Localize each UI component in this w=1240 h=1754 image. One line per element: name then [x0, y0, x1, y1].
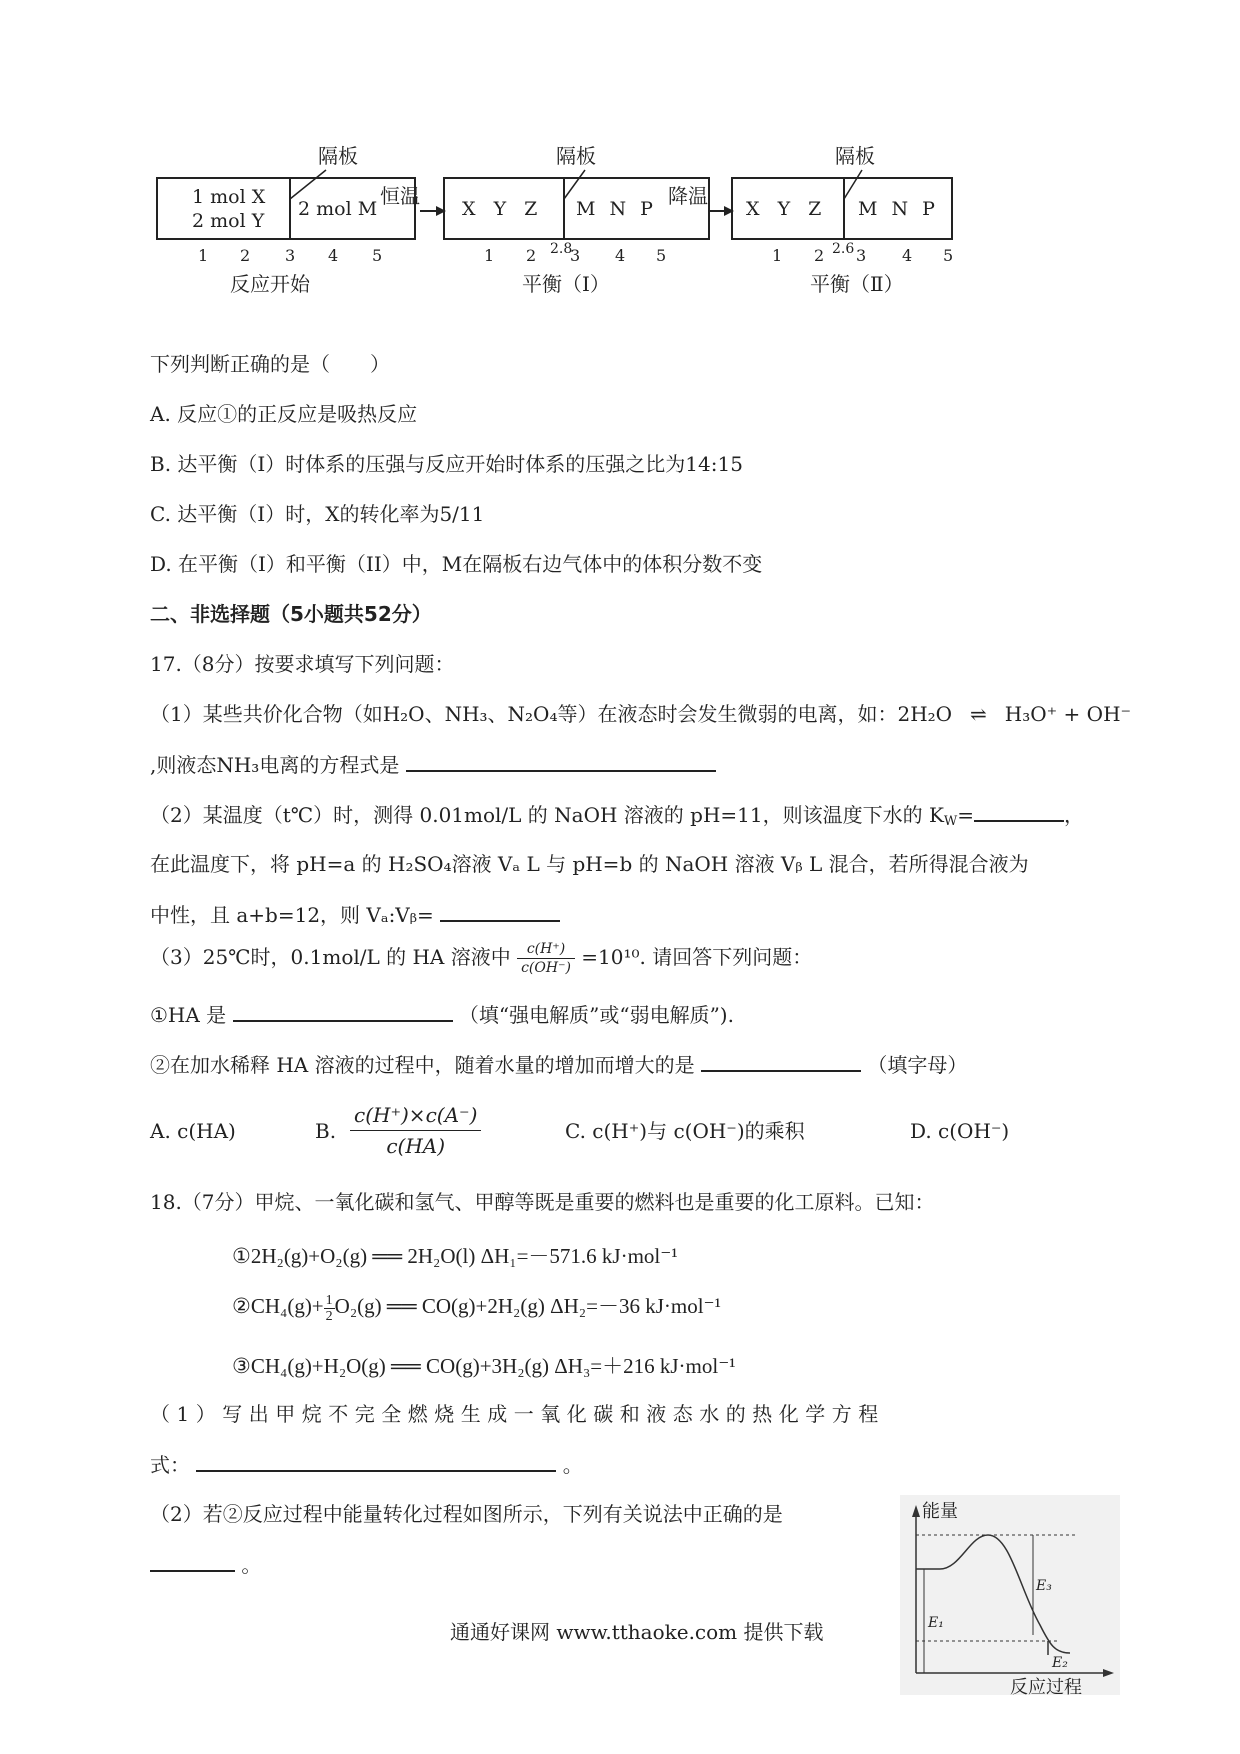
start-right: 2 mol M	[298, 198, 378, 220]
tick-1: 1	[484, 246, 495, 265]
eq2-right: M N P	[858, 198, 939, 220]
q17-part1-text: （1）某些共价化合物（如H₂O、NH₃、N₂O₄等）在液态时会发生微弱的电离，如：2H₂O	[150, 702, 953, 726]
q17-part3-ii-text: ②在加水稀释 HA 溶液的过程中，随着水量的增加而增大的是	[150, 1053, 695, 1077]
q18-part1-line1: （1）写出甲烷不完全燃烧生成一氧化碳和液态水的热化学方程	[150, 1402, 885, 1426]
tick-3: 3	[570, 246, 581, 265]
half-fraction	[324, 1293, 335, 1324]
tick-4: 4	[902, 246, 913, 265]
equation-1: ①2H₂(g)+O₂(g) ══ 2H₂O(l) ΔH₁=－571.6 kJ·mol⁻¹	[232, 1244, 678, 1268]
start-left-line1: 1 mol X	[192, 186, 266, 208]
equilibrium-arrow-icon: ⇌	[970, 702, 987, 726]
equation-3: ③CH₄(g)+H₂O(g) ══ CO(g)+3H₂(g) ΔH₃=＋216 kJ·mol⁻¹	[232, 1354, 736, 1378]
q16-option-b: B. 达平衡（I）时体系的压强与反应开始时体系的压强之比为14:15	[150, 452, 743, 476]
start-left-line2: 2 mol Y	[192, 210, 265, 232]
e2-label: E₂	[1052, 1655, 1068, 1671]
marker-2-6: 2.6	[832, 241, 855, 257]
q17-part1-question: ,则液态NH₃电离的方程式是	[150, 753, 400, 777]
tick-1: 1	[198, 246, 209, 265]
equation-2-start: ②CH₄(g)+	[232, 1294, 324, 1318]
state-equilibrium-2	[732, 144, 953, 296]
answer-blank[interactable]	[233, 1000, 453, 1022]
state-caption: 平衡（Ⅰ）	[522, 272, 610, 296]
answer-blank[interactable]	[150, 1550, 235, 1572]
q17-part3-text: （3）25℃时，0.1mol/L 的 HA 溶液中	[150, 945, 511, 969]
eq1-left: X Y Z	[462, 198, 544, 220]
q17-title: 17.（8分）按要求填写下列问题：	[150, 652, 455, 676]
equation-2	[232, 1290, 721, 1324]
q17-part2-text: （2）某温度（t℃）时，测得 0.01mol/L 的 NaOH 溶液的 pH=11，则该温度下水的 K	[150, 803, 944, 827]
q17-part2-question: 中性，且 a+b=12，则 Vₐ:Vᵦ=	[150, 903, 434, 927]
footer: 通通好课网 www.tthaoke.com 提供下载	[450, 1620, 824, 1644]
answer-blank[interactable]	[974, 800, 1064, 822]
tick-2: 2	[526, 246, 537, 265]
q18-part2-line1: （2）若②反应过程中能量转化过程如图所示，下列有关说法中正确的是	[150, 1502, 783, 1526]
state-start	[157, 144, 415, 296]
q17-part2-line2: 在此温度下，将 pH=a 的 H₂SO₄溶液 Vₐ L 与 pH=b 的 NaOH 溶液 Vᵦ L 混合，若所得混合液为	[150, 852, 1029, 876]
q17-part3-text-end: =10¹⁰. 请回答下列问题：	[581, 945, 813, 969]
tick-1: 1	[772, 246, 783, 265]
q18-part1-label: 式：	[150, 1453, 190, 1477]
q18-part2-line2	[150, 1550, 261, 1579]
answer-blank[interactable]	[196, 1450, 556, 1472]
q17-part3-line1	[150, 940, 812, 977]
arrow-label: 降温	[668, 184, 708, 208]
fraction-numerator: 1	[325, 1292, 333, 1308]
tick-2: 2	[814, 246, 825, 265]
q16-option-a: A. 反应①的正反应是吸热反应	[150, 402, 418, 426]
marker-2-8: 2.8	[550, 241, 573, 257]
tick-5: 5	[943, 246, 954, 265]
answer-blank[interactable]	[701, 1050, 861, 1072]
kw-subscript: W	[943, 814, 958, 829]
q17-part3-ii	[150, 1050, 967, 1079]
ratio-fraction	[517, 940, 575, 977]
y-axis-label: 能量	[922, 1501, 958, 1522]
q17-part1-line1	[150, 700, 1131, 728]
tick-2: 2	[240, 246, 251, 265]
q17-part2-line1	[150, 800, 1084, 836]
tick-3: 3	[856, 246, 867, 265]
q17-option-a: A. c(HA)	[150, 1119, 236, 1143]
e1-label: E₁	[928, 1615, 944, 1631]
q17-part2-line3	[150, 900, 560, 929]
q18-part1-line2	[150, 1450, 583, 1479]
arrow-label: 恒温	[380, 184, 420, 208]
tick-4: 4	[328, 246, 339, 265]
e3-label: E₃	[1036, 1578, 1052, 1594]
q18-title: 18.（7分）甲烷、一氧化碳和氢气、甲醇等既是重要的燃料也是重要的化工原料。已知：	[150, 1190, 935, 1214]
eq1-right: M N P	[576, 198, 657, 220]
fraction-denominator: c(HA)	[386, 1134, 446, 1158]
section-heading: 二、非选择题（5小题共52分）	[150, 602, 432, 626]
answer-blank[interactable]	[440, 900, 560, 922]
arrow-cooling	[668, 184, 734, 216]
partition-label: 隔板	[835, 144, 875, 168]
tick-5: 5	[656, 246, 667, 265]
q16-option-c: C. 达平衡（I）时，X的转化率为5/11	[150, 502, 485, 526]
q17-option-d: D. c(OH⁻)	[910, 1119, 1010, 1143]
fraction-denominator: 2	[325, 1308, 333, 1324]
partition-label: 隔板	[556, 144, 596, 168]
partition-label: 隔板	[318, 144, 358, 168]
state-caption: 平衡（Ⅱ）	[810, 272, 904, 296]
reaction-diagram	[150, 135, 1080, 335]
comma: ，	[1064, 803, 1085, 827]
state-equilibrium-1	[444, 144, 709, 296]
tick-3: 3	[285, 246, 296, 265]
q17-option-c: C. c(H⁺)与 c(OH⁻)的乘积	[565, 1119, 805, 1143]
q17-part3-i	[150, 1000, 734, 1029]
x-axis-label: 反应过程	[1010, 1677, 1082, 1695]
energy-diagram	[900, 1495, 1120, 1695]
q17-option-b	[350, 1100, 481, 1161]
tick-5: 5	[372, 246, 383, 265]
eq2-left: X Y Z	[746, 198, 828, 220]
fraction-denominator: c(OH⁻)	[521, 960, 571, 976]
fraction-numerator: c(H⁺)	[517, 940, 575, 959]
q17-part1-ions: H₃O⁺ + OH⁻	[1004, 702, 1132, 726]
arrow-isothermal	[380, 184, 446, 216]
state-caption: 反应开始	[230, 272, 310, 296]
period: 。	[562, 1453, 583, 1477]
q16-stem: 下列判断正确的是（ ）	[150, 352, 390, 376]
equals-sign: =	[957, 803, 975, 827]
period: 。	[241, 1553, 262, 1577]
tick-4: 4	[615, 246, 626, 265]
option-b-fraction	[350, 1100, 481, 1161]
q17-part3-ii-hint: （填字母）	[867, 1053, 968, 1077]
q17-part3-i-hint: （填“强电解质”或“弱电解质”).	[458, 1003, 734, 1027]
fraction-numerator: c(H⁺)×c(A⁻)	[350, 1100, 481, 1131]
q17-part1-line2	[150, 750, 716, 779]
q17-option-b-label: B.	[315, 1119, 337, 1143]
q17-part3-i-text: ①HA 是	[150, 1003, 227, 1027]
answer-blank[interactable]	[406, 750, 716, 772]
q16-option-d: D. 在平衡（I）和平衡（II）中，M在隔板右边气体中的体积分数不变	[150, 552, 763, 576]
equation-2-end: O₂(g) ══ CO(g)+2H₂(g) ΔH₂=－36 kJ·mol⁻¹	[334, 1294, 721, 1318]
